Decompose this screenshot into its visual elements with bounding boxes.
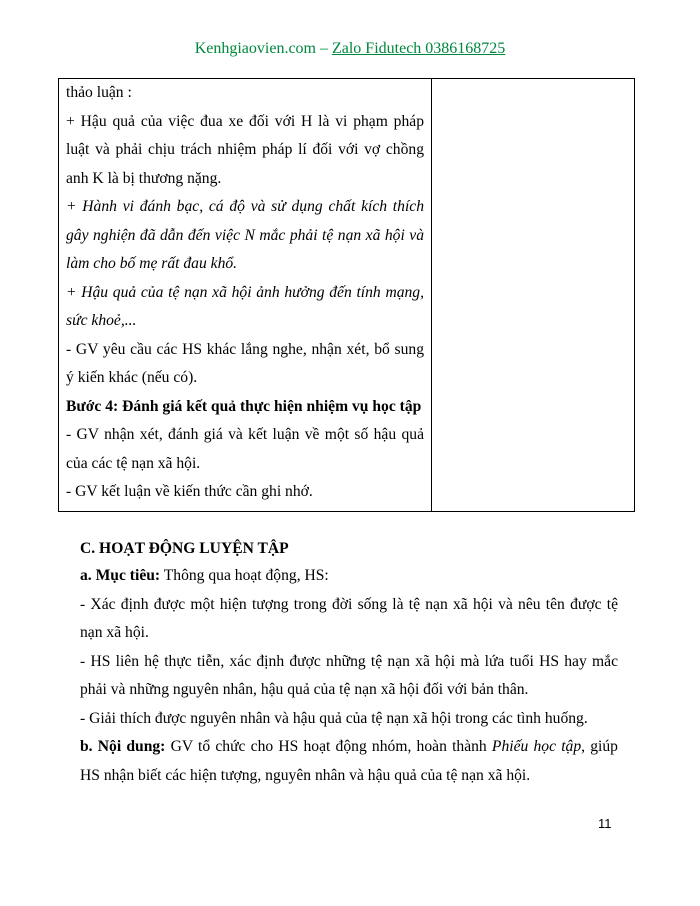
header-site[interactable]: Kenhgiaovien.com xyxy=(194,40,316,57)
goal-text: Thông qua hoạt động, HS: xyxy=(160,567,329,584)
section-title: C. HOẠT ĐỘNG LUYỆN TẬP xyxy=(80,540,289,557)
content-text-2: , giúp HS nhận biết các hiện tượng, nguyên nhân và hậu quả của tệ nạn xã hội. xyxy=(80,738,618,784)
table-cell-activities xyxy=(59,79,432,512)
content-label: b. Nội dung: xyxy=(80,738,166,755)
header-dash: – xyxy=(315,40,332,57)
page-number: 11 xyxy=(598,816,612,831)
goal-item-2: - HS liên hệ thực tiễn, xác định được những tệ nạn xã hội mà lứa tuổi HS hay mắc phải và những nguyên nhân, hậu quả của tệ nạn xã hội đối với bản thân. xyxy=(80,652,618,698)
cell-line-discussion: thảo luận : xyxy=(66,84,132,101)
content-paragraph xyxy=(80,733,618,790)
cell-para-conclude: - GV kết luận về kiến thức cần ghi nhớ. xyxy=(66,483,313,500)
goal-item-3: - Giải thích được nguyên nhân và hậu quả của tệ nạn xã hội trong các tình huống. xyxy=(80,709,588,727)
lesson-table xyxy=(58,78,635,512)
cell-para-evaluate: - GV nhận xét, đánh giá và kết luận về một số hậu quả của các tệ nạn xã hội. xyxy=(66,426,424,472)
cell-para-listen: - GV yêu cầu các HS khác lắng nghe, nhận xét, bổ sung ý kiến khác (nếu có). xyxy=(66,340,424,386)
cell-para-consequences: + Hậu quả của tệ nạn xã hội ảnh hưởng đến tính mạng, sức khoẻ,... xyxy=(66,283,424,329)
goal-paragraph xyxy=(80,562,618,591)
section-body xyxy=(80,562,618,790)
table-row xyxy=(59,79,635,512)
content-text-1: GV tổ chức cho HS hoạt động nhóm, hoàn thành xyxy=(165,738,492,755)
cell-step4-heading: Bước 4: Đánh giá kết quả thực hiện nhiệm vụ học tập xyxy=(66,397,422,415)
cell-para-racing: + Hậu quả của việc đua xe đối với H là vi phạm pháp luật và phải chịu trách nhiệm pháp lí đối với vợ chồng anh K là bị thương nặng. xyxy=(66,112,424,187)
page-header xyxy=(0,40,700,58)
cell-para-gambling: + Hành vi đánh bạc, cá độ và sử dụng chất kích thích gây nghiện đã dẫn đến việc N mắc phải tệ nạn xã hội và làm cho bố mẹ rất đau khổ. xyxy=(66,198,424,272)
content-italic: Phiếu học tập xyxy=(491,738,582,755)
goal-item-1: - Xác định được một hiện tượng trong đời sống là tệ nạn xã hội và nêu tên được tệ nạn xã hội. xyxy=(80,595,618,641)
header-zalo-link[interactable]: Zalo Fidutech 0386168725 xyxy=(331,40,506,57)
goal-label: a. Mục tiêu: xyxy=(80,567,161,584)
table-cell-products xyxy=(432,79,635,512)
